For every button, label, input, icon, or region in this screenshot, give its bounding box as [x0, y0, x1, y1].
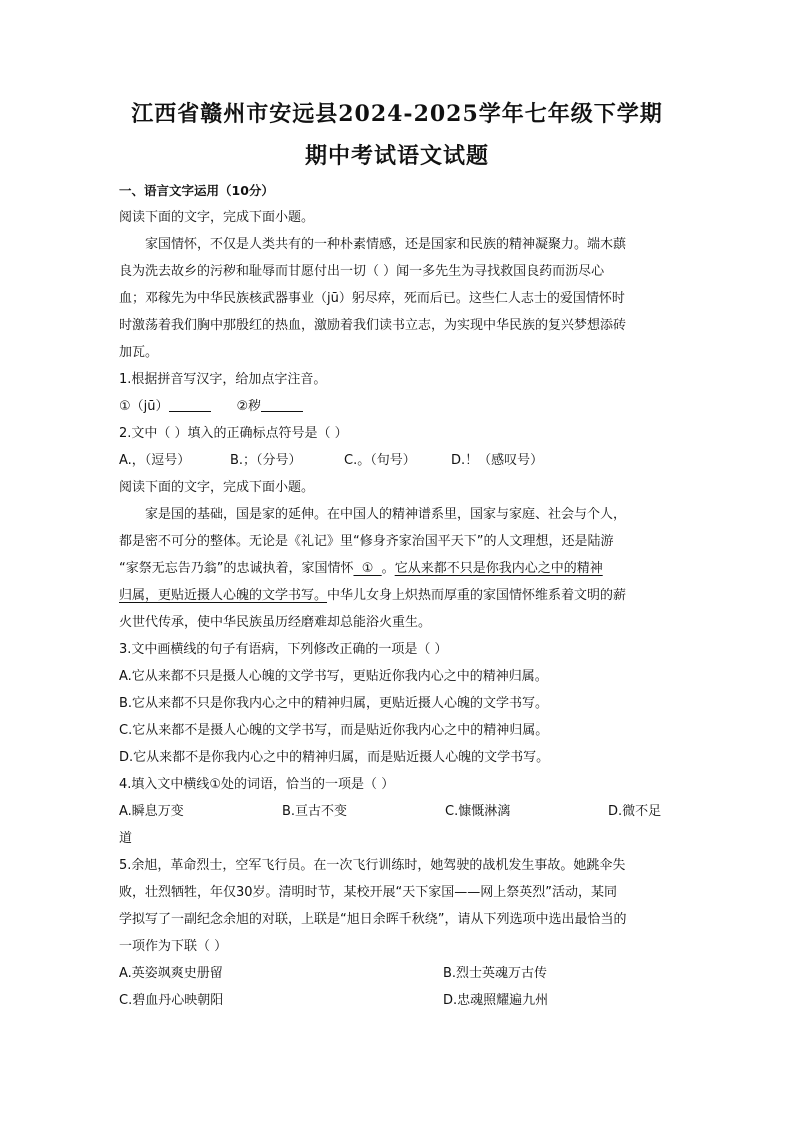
- passage1-line: 良为洗去故乡的污秽和耻辱而甘愿付出一切（ ）闻一多先生为寻找救国良药而沥尽心: [119, 264, 605, 279]
- q5-option-c[interactable]: C.碧血丹心映朝阳: [119, 993, 224, 1008]
- q3-option-a[interactable]: A.它从来都不只是摄人心魄的文学书写，更贴近你我内心之中的精神归属。: [119, 669, 548, 684]
- passage2-text: 。: [381, 561, 395, 576]
- passage2-intro: 阅读下面的文字，完成下面小题。: [119, 480, 315, 495]
- q5-option-b[interactable]: B.烈士英魂万古传: [443, 966, 548, 981]
- question-5-stem: 一项作为下联（ ）: [119, 939, 228, 954]
- passage1-line: 血；邓稼先为中华民族核武器事业（jū）躬尽瘁，死而后已。这些仁人志士的爱国情怀时: [119, 291, 625, 306]
- passage1-line: 家国情怀，不仅是人类共有的一种朴素情感，还是国家和民族的精神凝聚力。端木蕻: [145, 237, 627, 252]
- passage2-line: [119, 582, 675, 609]
- question-3-stem: 3.文中画横线的句子有语病，下列修改正确的一项是（ ）: [119, 642, 448, 657]
- question-2-options: [119, 447, 675, 474]
- passage2-line: 火世代传承，使中华民族虽历经磨难却总能浴火重生。: [119, 615, 432, 630]
- question-5-stem: 学拟写了一副纪念余旭的对联，上联是“旭日余晖千秋绕”，请从下列选项中选出最恰当的: [119, 912, 627, 927]
- passage2-line: 都是密不可分的整体。无论是《礼记》里“修身齐家治国平天下”的人文理想，还是陆游: [119, 534, 614, 549]
- section-heading: 一、语言文字运用（10分）: [119, 183, 274, 198]
- passage2-underlined-sentence: 它从来都不只是你我内心之中的精神: [394, 561, 603, 576]
- q2-option-d[interactable]: D.！（感叹号）: [451, 453, 544, 468]
- passage2-underlined-sentence: 归属，更贴近摄人心魄的文学书写。: [119, 588, 328, 603]
- question-5-stem: 5.余旭，革命烈士，空军飞行员。在一次飞行训练时，她驾驶的战机发生事故。她跳伞失: [119, 858, 626, 873]
- exam-content: [119, 177, 675, 1014]
- q3-option-c[interactable]: C.它从来都不是摄人心魄的文学书写，而是贴近你我内心之中的精神归属。: [119, 723, 549, 738]
- passage2-text: 中华儿女身上炽热而厚重的家国情怀维系着文明的薪: [327, 588, 627, 603]
- passage1-line: 时激荡着我们胸中那殷红的热血，激励着我们读书立志，为实现中华民族的复兴梦想添砖: [119, 318, 627, 333]
- q1-answer-blank-b[interactable]: [261, 397, 303, 412]
- q4-option-d[interactable]: D.微不足: [608, 804, 662, 819]
- question-1-answers: [119, 393, 675, 420]
- question-5-stem: 败，壮烈牺牲，年仅30岁。清明时节，某校开展“天下家国——网上祭英烈”活动，某同: [119, 885, 618, 900]
- passage2-blank-1: ①: [353, 561, 382, 576]
- q1-item-a-label: ①（jū）: [119, 399, 169, 414]
- passage2-text: “家祭无忘告乃翁”的忠诚执着，家国情怀: [119, 561, 354, 576]
- q5-option-d[interactable]: D.忠魂照耀遍九州: [443, 993, 549, 1008]
- question-5-options-row1: [119, 960, 675, 987]
- question-4-options: [119, 798, 675, 825]
- question-2-stem: 2.文中（ ）填入的正确标点符号是（ ）: [119, 426, 348, 441]
- q2-option-b[interactable]: B.；（分号）: [230, 453, 302, 468]
- passage1-line: 加瓦。: [119, 345, 159, 360]
- exam-title-line2: 期中考试语文试题: [304, 143, 489, 169]
- q4-option-b[interactable]: B.亘古不变: [282, 804, 348, 819]
- q2-option-a[interactable]: A.，（逗号）: [119, 453, 191, 468]
- passage2-line: 家是国的基础，国是家的延伸。在中国人的精神谱系里，国家与家庭、社会与个人，: [145, 507, 627, 522]
- question-5-options-row2: [119, 987, 675, 1014]
- q2-option-c[interactable]: C.。（句号）: [344, 453, 416, 468]
- q5-option-a[interactable]: A.英姿飒爽史册留: [119, 966, 223, 981]
- q4-option-a[interactable]: A.瞬息万变: [119, 804, 184, 819]
- q1-answer-blank-a[interactable]: [169, 397, 211, 412]
- question-1-stem: 1.根据拼音写汉字，给加点字注音。: [119, 372, 327, 387]
- passage1-intro: 阅读下面的文字，完成下面小题。: [119, 210, 315, 225]
- q3-option-b[interactable]: B.它从来都不只是你我内心之中的精神归属，更贴近摄人心魄的文学书写。: [119, 696, 549, 711]
- q4-option-c[interactable]: C.慷慨淋漓: [445, 804, 511, 819]
- exam-title-line1: 江西省赣州市安远县2024-2025学年七年级下学期: [131, 101, 663, 127]
- q3-option-d[interactable]: D.它从来都不是你我内心之中的精神归属，而是贴近摄人心魄的文学书写。: [119, 750, 550, 765]
- q1-item-b-label: ②秽: [236, 399, 262, 414]
- q4-option-d-wrap: 道: [119, 831, 133, 846]
- question-4-stem: 4.填入文中横线①处的词语，恰当的一项是（ ）: [119, 777, 395, 792]
- passage2-line: [119, 555, 675, 582]
